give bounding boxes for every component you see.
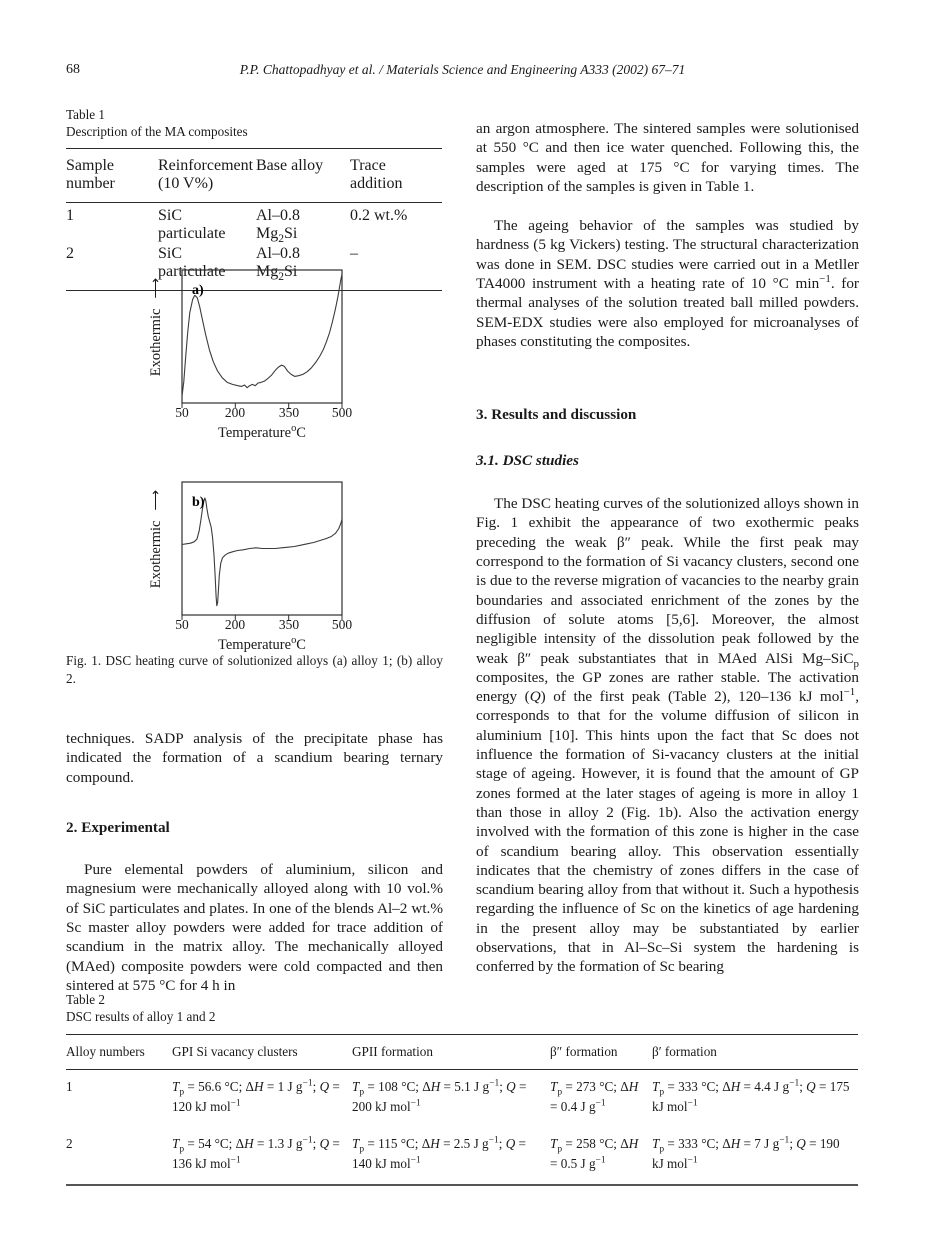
table-2-col-header: β′ formation [652,1035,858,1070]
up-arrow-icon: ⟶ [148,491,164,511]
table-1-cell: 1 [66,207,74,224]
figure-1a: a) Exothermic⟶ 50 200 350 500 Temperature$^o$C [144,256,444,451]
table-2-label: Table 2 [66,992,105,1007]
table-2-cell: $T_p = 54$ °C; ΔH = 1.3 J $g^{-1}$; Q = 136 kJ mol$^{-1}$ [172,1135,340,1171]
y-axis-label: Exothermic⟶ [148,279,164,377]
dsc-curve-alloy1 [182,274,342,396]
table-1-col-header: Trace addition [350,149,442,203]
table-1-col-header: Base alloy [256,149,350,203]
table-2-cell: $T_p = 333$ °C; ΔH = 7 J $g^{-1}$; Q = 190 kJ mol$^{-1}$ [652,1135,840,1171]
page-number: 68 [66,62,80,77]
table-1-label: Table 1 [66,107,105,122]
table-1-cell: Al–0.8 $Mg_2Si$ [256,207,300,246]
dsc-chart-a [144,256,444,416]
y-axis-label: Exothermic⟶ [148,491,164,589]
table-2-caption: DSC results of alloy 1 and 2 [66,1009,216,1024]
table-2 [66,991,858,1186]
table-1-cell: SiC particulate [158,245,226,280]
table-1-cell: Al–0.8 $Mg_2Si$ [256,245,300,284]
panel-label-b: b) [192,495,205,510]
table-1-cell: 2 [66,245,74,262]
figure-1-caption: Fig. 1. DSC heating curve of solutionized alloys (a) alloy 1; (b) alloy 2. [66,653,443,686]
table-2-col-header: Alloy numbers [66,1035,172,1070]
table-1-caption: Description of the MA composites [66,124,248,139]
table-2-col-header: β″ formation [550,1035,652,1070]
table-2-cell: $T_p = 56.6$ °C; ΔH = 1 J $g^{-1}$; Q = 120 kJ mol$^{-1}$ [172,1078,340,1114]
table-1-cell: 0.2 wt.% [350,207,408,224]
panel-label-a: a) [192,283,204,298]
x-axis-label: Temperature$^o$C [218,635,306,653]
section-heading-results: 3. Results and discussion [476,405,637,423]
table-2-cell: 2 [66,1136,73,1151]
paragraph-argon: an argon atmosphere. The sintered samples were solutionised at 550 °C and then ice water quenched. Following this, the samples were aged at 175 °C for varying times. The description of the samples is given in Table 1. [476,120,859,196]
x-axis-label: Temperature$^o$C [218,423,306,441]
table-2-cell: $T_p = 115$ °C; ΔH = 2.5 J $g^{-1}$; Q = 140 kJ mol$^{-1}$ [352,1135,526,1171]
running-title: P.P. Chattopadhyay et al. / Materials Science and Engineering A333 (2002) 67–71 [239,62,686,77]
figure-1b: b) Exothermic⟶ 50 200 350 500 Temperature$^o$C [144,468,444,663]
table-2-cell: $T_p = 333$ °C; ΔH = 4.4 J $g^{-1}$; Q = 175 kJ mol$^{-1}$ [652,1078,850,1114]
table-1-col-header: Reinforcement (10 V%) [158,149,256,203]
section-heading-experimental: 2. Experimental [66,818,170,836]
paragraph-dsc-discussion: The DSC heating curves of the solutionized alloys shown in Fig. 1 exhibit the appearance of two exothermic peaks preceding the weak β″ peak. While the first peak may correspond to the formation of Si vacancy clusters, second one is due to the reverse migration of vacancies to the nearby grain boundaries and associated enrichment of the zones by the diffusion of solute atoms [5,6]. Moreover, the almost negligible intensity of the dissolution peak followed by the weak β″ peak substantiates that in MAed AlSi Mg–SiC$_p$ composites, the GP zones are rather stable. The activation energy (Q) of the first peak (Table 2), 120–136 kJ mol$^{-1}$, corresponds to that for the volume diffusion of silicon in aluminium [10]. This hints upon the fact that Sc does not influence the formation of Si-vacancy clusters at the initial stage of ageing. However, it is found that the amount of GP zones formed at the later stages of ageing is more in alloy 1 than those in alloy 2 (Fig. 1b). Also the activation energy involved with the formation of this zone is higher in the case of scandium bearing alloy. This observation essentially indicates that the chemistry of zones differs in the case of scandium bearing alloy from that without it. Such a hypothesis regarding the influence of Sc on the kinetics of age hardening in the present alloy may be substantiated by earlier observations, that in Al–Sc–Si system the hardening is conferred by the formation of Sc bearing [476,495,859,976]
table-2-col-header: GPI Si vacancy clusters [172,1035,352,1070]
table-1-cell: SiC particulate [158,207,226,242]
up-arrow-icon: ⟶ [148,279,164,299]
dsc-curve-alloy2 [182,498,342,606]
table-2-cell: $T_p = 108$ °C; ΔH = 5.1 J $g^{-1}$; Q = 200 kJ mol$^{-1}$ [352,1078,527,1114]
table-2-cell: $T_p = 273$ °C; ΔH = 0.4 J $g^{-1}$ [550,1079,639,1114]
dsc-chart-b [144,468,444,628]
subsection-heading-dsc-studies: 3.1. DSC studies [476,452,579,470]
table-2-cell: $T_p = 258$ °C; ΔH = 0.5 J $g^{-1}$ [550,1136,639,1171]
paragraph-ageing: The ageing behavior of the samples was studied by hardness (5 kg Vickers) testing. The structural characterization was done in SEM. DSC studies were carried out in a Metller TA4000 instrument with a heating rate of 10 °C $\min^{-1}$. for thermal analyses of the solution treated ball milled powders. SEM-EDX studies were also employed for microanalyses of phases constituting the composites. [476,217,859,350]
paragraph-techniques: techniques. SADP analysis of the precipitate phase has indicated the formation of a scandium bearing ternary compound. [66,730,443,786]
paragraph-experimental: Pure elemental powders of aluminium, silicon and magnesium were mechanically alloyed along with 10 vol.% of SiC particulates and plates. In one of the blends Al–2 wt.% Sc master alloy powders were added for trace addition of scandium in the matrix alloy. The mechanically alloyed (MAed) composite powders were cold compacted and then sintered at 575 °C for 4 h in [66,861,443,994]
table-2-col-header: GPII formation [352,1035,550,1070]
table-1-col-header: Sample number [66,149,158,203]
table-2-grid [66,1034,858,1186]
table-1-cell: – [350,245,358,262]
table-2-cell: 1 [66,1079,73,1094]
